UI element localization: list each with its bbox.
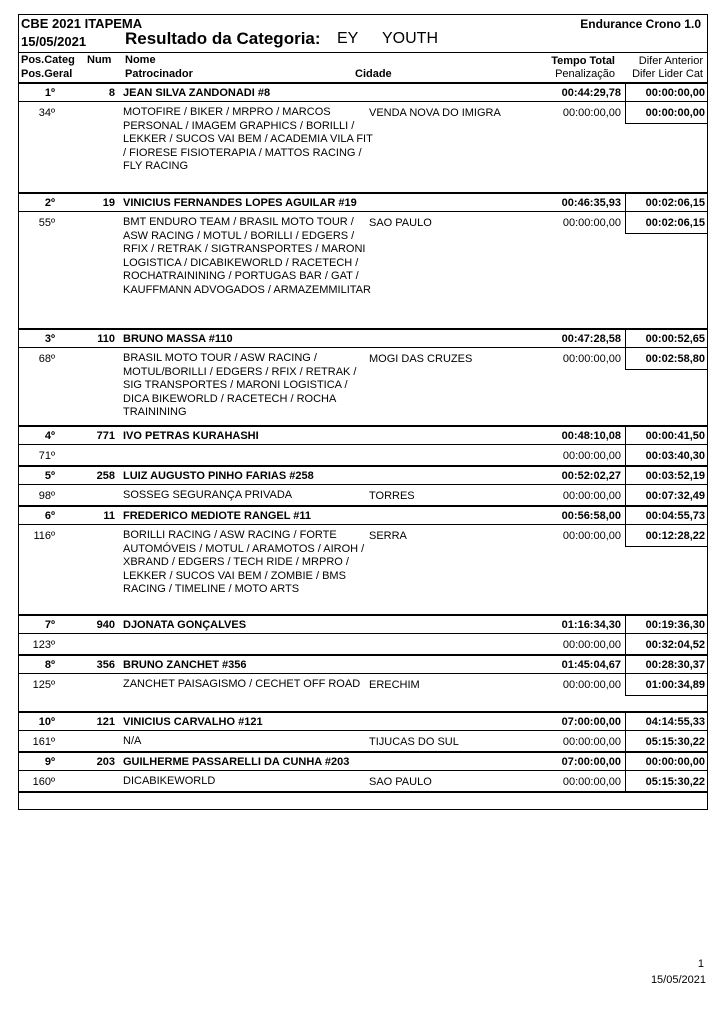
result-row-top (19, 427, 707, 445)
patrocinador: BRASIL MOTO TOUR / ASW RACING / MOTUL/BORILLI / EDGERS / RFIX / RETRAK / SIG TRANSPORTES / MARONI LOGISTICA / DICA BIKEWORLD / RACETECH / ROCHA TRAININING (123, 352, 357, 418)
penalizacao: 00:00:00,00 (562, 217, 621, 229)
result-title: Resultado da Categoria: (125, 29, 321, 48)
difer-anterior: 00:03:52,19 (645, 470, 705, 482)
pos-geral: 125º (32, 679, 55, 691)
difer-lider: 00:02:58,80 (645, 353, 705, 365)
page-number: 1 (697, 958, 704, 970)
pos-categ: 7º (44, 619, 55, 631)
penalizacao: 00:00:00,00 (562, 530, 621, 542)
penalizacao: 00:00:00,00 (562, 353, 621, 365)
difer-lider: 00:12:28,22 (645, 530, 705, 542)
result-row (19, 194, 707, 330)
rider-name: LUIZ AUGUSTO PINHO FARIAS #258 (123, 470, 314, 482)
tempo-total: 07:00:00,00 (561, 756, 621, 768)
rider-name: JEAN SILVA ZANDONADI #8 (123, 87, 271, 99)
difer-lider: 01:00:34,89 (645, 679, 705, 691)
result-row (19, 427, 707, 467)
difer-lider: 00:07:32,49 (645, 490, 705, 502)
rider-name: BRUNO MASSA #110 (123, 333, 233, 345)
result-row (19, 507, 707, 616)
column-divider (625, 467, 626, 486)
pos-categ: 3º (44, 333, 55, 345)
tempo-total: 00:48:10,08 (561, 430, 621, 442)
penalizacao: 00:00:00,00 (562, 490, 621, 502)
col-nome: Nome (125, 54, 156, 66)
col-difer-anterior: Difer Anterior (638, 55, 703, 67)
column-divider (625, 713, 626, 732)
difer-anterior: 00:28:30,37 (645, 659, 705, 671)
col-num: Num (87, 54, 112, 66)
rider-name: VINICIUS CARVALHO #121 (123, 716, 263, 728)
result-row-top (19, 467, 707, 485)
penalizacao: 00:00:00,00 (562, 736, 621, 748)
col-pos-geral: Pos.Geral (21, 68, 73, 80)
leader-diff-box-left (625, 674, 626, 695)
leader-diff-box-left (625, 212, 626, 233)
difer-anterior: 00:00:52,65 (645, 333, 705, 345)
result-row (19, 84, 707, 194)
col-penalizacao: Penalização (555, 68, 615, 80)
col-difer-lider: Difer Lider Cat (632, 68, 703, 80)
tempo-total: 00:46:35,93 (561, 197, 621, 209)
col-pos-categ: Pos.Categ (21, 54, 75, 66)
difer-anterior: 00:00:00,00 (645, 87, 705, 99)
pos-geral: 55º (38, 217, 55, 229)
patrocinador: SOSSEG SEGURANÇA PRIVADA (123, 489, 293, 501)
patrocinador: MOTOFIRE / BIKER / MRPRO / MARCOS PERSONAL / IMAGEM GRAPHICS / BORILLI / LEKKER / SUCOS VAI BEM / ACADEMIA VILA FIT / FIORESE FISIOTERAPIA / MATTOS RACING / FLY RACING (123, 106, 373, 172)
result-row (19, 753, 707, 793)
leader-diff-box-left (625, 485, 626, 506)
difer-anterior: 00:19:36,30 (645, 619, 705, 631)
rider-number: 11 (103, 510, 115, 522)
result-row-top (19, 713, 707, 731)
pos-geral: 160º (32, 776, 55, 788)
pos-geral: 68º (38, 353, 55, 365)
column-divider (625, 427, 626, 446)
pos-categ: 8º (44, 659, 55, 671)
pos-geral: 161º (32, 736, 55, 748)
rider-number: 356 (96, 659, 115, 671)
difer-lider: 00:03:40,30 (645, 450, 705, 462)
result-row (19, 330, 707, 427)
header-rule (19, 52, 707, 53)
tempo-total: 00:47:28,58 (561, 333, 621, 345)
difer-lider: 00:00:00,00 (645, 107, 705, 119)
pos-geral: 71º (38, 450, 55, 462)
column-divider (625, 656, 626, 675)
result-row (19, 467, 707, 507)
result-row-top (19, 753, 707, 771)
result-row-top (19, 330, 707, 348)
pos-geral: 98º (38, 490, 55, 502)
difer-anterior: 04:14:55,33 (645, 716, 705, 728)
penalizacao: 00:00:00,00 (562, 450, 621, 462)
results-table (19, 84, 707, 793)
cidade: MOGI DAS CRUZES (369, 353, 473, 365)
leader-diff-box-bottom (625, 369, 707, 370)
cidade: ERECHIM (369, 679, 420, 691)
leader-diff-box-left (625, 771, 626, 792)
cidade: SAO PAULO (369, 776, 432, 788)
rider-name: VINICIUS FERNANDES LOPES AGUILAR #19 (123, 197, 357, 209)
leader-diff-box-left (625, 634, 626, 655)
rider-number: 258 (96, 470, 115, 482)
col-cidade: Cidade (355, 68, 392, 80)
penalizacao: 00:00:00,00 (562, 679, 621, 691)
patrocinador: ZANCHET PAISAGISMO / CECHET OFF ROAD (123, 678, 361, 690)
rider-name: IVO PETRAS KURAHASHI (123, 430, 259, 442)
leader-diff-box-left (625, 731, 626, 752)
rider-number: 19 (102, 197, 115, 209)
difer-anterior: 00:02:06,15 (645, 197, 705, 209)
penalizacao: 00:00:00,00 (562, 639, 621, 651)
penalizacao: 00:00:00,00 (562, 107, 621, 119)
result-row-top (19, 507, 707, 525)
column-divider (625, 753, 626, 772)
rider-number: 203 (96, 756, 115, 768)
result-row-top (19, 616, 707, 634)
leader-diff-box-bottom (625, 123, 707, 124)
difer-anterior: 00:04:55,73 (645, 510, 705, 522)
tempo-total: 00:52:02,27 (561, 470, 621, 482)
pos-geral: 34º (38, 107, 55, 119)
tempo-total: 07:00:00,00 (561, 716, 621, 728)
pos-categ: 5º (44, 470, 55, 482)
leader-diff-box-left (625, 525, 626, 546)
pos-categ: 2º (44, 197, 55, 209)
patrocinador: BMT ENDURO TEAM / BRASIL MOTO TOUR / ASW RACING / MOTUL / BORILLI / EDGERS / RFIX / RETRAK / SIGTRANSPORTES / MARONI LOGISTICA / DICABIKEWORLD / RACETECH / ROCHATRAININING / PORTUGAS BAR / GAT / KAUFFMANN ADVOGADOS / ARMAZEMMILITAR (123, 216, 371, 296)
leader-diff-box-bottom (625, 695, 707, 696)
pos-categ: 6º (44, 510, 55, 522)
rider-name: BRUNO ZANCHET #356 (123, 659, 247, 671)
report-date: 15/05/2021 (21, 34, 87, 49)
penalizacao: 00:00:00,00 (562, 776, 621, 788)
leader-diff-box-bottom (625, 546, 707, 547)
column-divider (625, 330, 626, 349)
difer-anterior: 00:00:41,50 (645, 430, 705, 442)
tempo-total: 01:16:34,30 (561, 619, 621, 631)
cidade: VENDA NOVA DO IMIGRA (369, 107, 501, 119)
column-divider (625, 84, 626, 103)
leader-diff-box-bottom (625, 792, 707, 793)
result-row (19, 616, 707, 656)
difer-lider: 05:15:30,22 (645, 776, 705, 788)
col-patrocinador: Patrocinador (125, 68, 193, 80)
rider-number: 771 (96, 430, 115, 442)
patrocinador: N/A (123, 735, 142, 747)
rider-number: 110 (97, 333, 115, 345)
results-sheet (18, 14, 708, 810)
rider-name: DJONATA GONÇALVES (123, 619, 247, 631)
cidade: TORRES (369, 490, 415, 502)
difer-lider: 05:15:30,22 (645, 736, 705, 748)
software-name: Endurance Crono 1.0 (580, 17, 701, 31)
difer-lider: 00:02:06,15 (645, 217, 705, 229)
tempo-total: 00:44:29,78 (561, 87, 621, 99)
rider-name: GUILHERME PASSARELLI DA CUNHA #203 (123, 756, 350, 768)
leader-diff-box-left (625, 102, 626, 123)
result-row-top (19, 84, 707, 102)
tempo-total: 01:45:04,67 (561, 659, 621, 671)
rider-number: 940 (96, 619, 115, 631)
cidade: TIJUCAS DO SUL (369, 736, 459, 748)
pos-categ: 4º (44, 430, 55, 442)
tempo-total: 00:56:58,00 (561, 510, 621, 522)
difer-lider: 00:32:04,52 (645, 639, 705, 651)
category-name: YOUTH (382, 30, 438, 47)
event-title: CBE 2021 ITAPEMA (21, 16, 143, 31)
footer-date: 15/05/2021 (650, 974, 706, 986)
column-divider (625, 194, 626, 213)
leader-diff-box-left (625, 445, 626, 466)
rider-number: 121 (96, 716, 115, 728)
pos-geral: 123º (32, 639, 55, 651)
cidade: SAO PAULO (369, 217, 432, 229)
cidade: SERRA (369, 530, 407, 542)
result-row-top (19, 656, 707, 674)
patrocinador: BORILLI RACING / ASW RACING / FORTE AUTOMÓVEIS / MOTUL / ARAMOTOS / AIROH / XBRAND / EDGERS / TECH RIDE / MRPRO / LEKKER / SUCOS VAI BEM / ZOMBIE / BMS RACING / TIMELINE / MOTO ARTS (123, 529, 365, 595)
result-row (19, 656, 707, 713)
rider-number: 8 (108, 87, 115, 99)
result-row-top (19, 194, 707, 212)
difer-anterior: 00:00:00,00 (645, 756, 705, 768)
result-row (19, 713, 707, 753)
col-tempo-total: Tempo Total (551, 55, 615, 67)
pos-categ: 10º (38, 716, 55, 728)
column-divider (625, 616, 626, 635)
patrocinador: DICABIKEWORLD (123, 775, 216, 787)
leader-diff-box-bottom (625, 233, 707, 234)
rider-name: FREDERICO MEDIOTE RANGEL #11 (123, 510, 312, 522)
column-divider (625, 507, 626, 526)
leader-diff-box-left (625, 348, 626, 369)
pos-categ: 1º (44, 87, 55, 99)
pos-geral: 116º (33, 530, 55, 542)
pos-categ: 9º (44, 756, 55, 768)
category-code: EY (337, 30, 359, 47)
